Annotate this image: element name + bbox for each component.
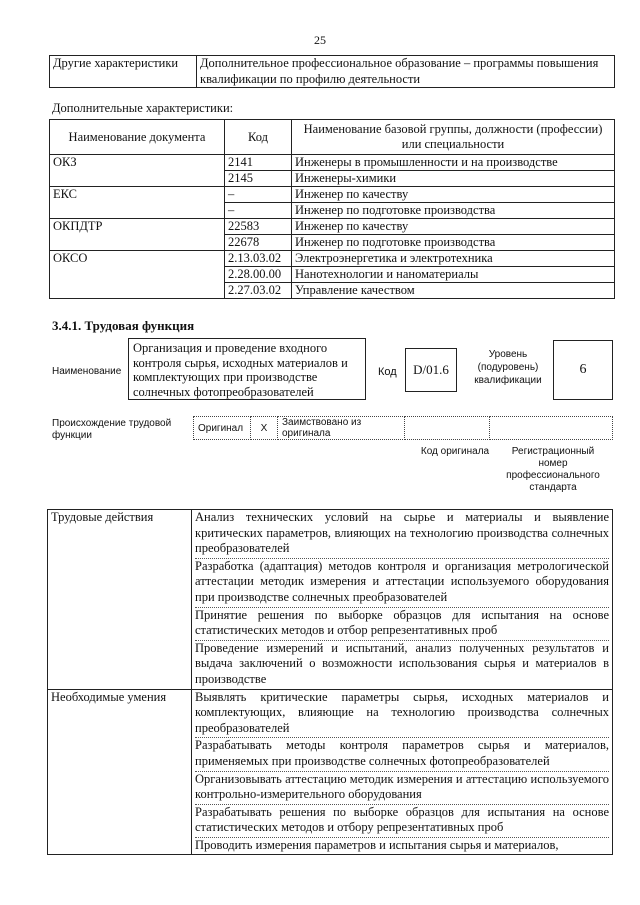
name-label: Наименование <box>52 366 122 377</box>
origin-borrowed: Заимствовано из оригинала <box>278 417 405 440</box>
code-cell: 22583 <box>225 219 292 235</box>
header-document: Наименование документа <box>50 120 225 155</box>
section-title: 3.4.1. Трудовая функция <box>52 318 195 333</box>
code-cell: 2.28.00.00 <box>225 267 292 283</box>
other-characteristics-value: Дополнительное профессиональное образование – программы повышения квалификации по профилю деятельности <box>197 56 615 88</box>
table-row <box>50 187 615 203</box>
origin-code-cell <box>405 417 490 440</box>
code-cell: 22678 <box>225 235 292 251</box>
group-name-cell: Инженеры в промышленности и на производстве <box>292 155 615 171</box>
header-code: Код <box>225 120 292 155</box>
code-cell: 2141 <box>225 155 292 171</box>
code-label: Код <box>378 366 397 378</box>
reg-number-label: Регистрационный номер профессионального стандарта <box>506 446 600 493</box>
skill-item: Разрабатывать методы контроля параметров сырья и материалов, применяемых при производстве солнечных фотопреобразователей <box>195 738 609 771</box>
doc-name-cell: ОКЗ <box>50 155 225 187</box>
origin-mark: X <box>251 417 278 440</box>
group-name-cell: Инженер по подготовке производства <box>292 235 615 251</box>
other-characteristics-label: Другие характеристики <box>50 56 197 88</box>
function-code: D/01.6 <box>405 348 457 392</box>
other-characteristics-table <box>49 55 615 88</box>
additional-title: Дополнительные характеристики: <box>52 101 234 115</box>
function-level: 6 <box>553 340 613 400</box>
group-name-cell: Инженер по подготовке производства <box>292 203 615 219</box>
group-name-cell: Нанотехнологии и наноматериалы <box>292 267 615 283</box>
doc-name-cell: ЕКС <box>50 187 225 219</box>
skills-label: Необходимые умения <box>48 689 192 855</box>
code-cell: – <box>225 203 292 219</box>
function-name: Организация и проведение входного контроля сырья, исходных материалов и комплектующих при производстве солнечных фотопреобразователей <box>128 338 366 400</box>
code-cell: 2.27.03.02 <box>225 283 292 299</box>
labor-action-item: Принятие решения по выборке образцов для испытания на основе статистических методов и отбор репрезентативных проб <box>195 608 609 641</box>
group-name-cell: Электроэнергетика и электротехника <box>292 251 615 267</box>
code-cell: 2145 <box>225 171 292 187</box>
skill-item: Организовывать аттестацию методик измерения и аттестацию используемого контрольно-измерительного оборудования <box>195 772 609 805</box>
origin-reg-cell <box>490 417 613 440</box>
group-name-cell: Управление качеством <box>292 283 615 299</box>
group-name-cell: Инженер по качеству <box>292 219 615 235</box>
origin-label: Происхождение трудовой функции <box>52 418 172 441</box>
origin-original: Оригинал <box>194 417 251 440</box>
doc-name-cell: ОКСО <box>50 251 225 299</box>
labor-action-item: Анализ технических условий на сырье и материалы и выявление критических параметров, влияющих на технологию производства солнечных преобразователей <box>195 510 609 559</box>
code-cell: 2.13.03.02 <box>225 251 292 267</box>
origin-row <box>193 416 613 440</box>
skills-row <box>48 689 613 855</box>
function-details-table <box>47 509 613 855</box>
doc-name-cell: ОКПДТР <box>50 219 225 251</box>
additional-characteristics-table <box>49 119 615 299</box>
code-original-label: Код оригинала <box>420 446 490 457</box>
skills-list <box>192 689 613 855</box>
labor-action-item: Проведение измерений и испытаний, анализ полученных результатов и выдача заключений о возможности использования сырья и материалов в производстве <box>195 640 609 686</box>
skill-item: Выявлять критические параметры сырья, исходных материалов и комплектующих, влияющие на технологию производства солнечных преобразователей <box>195 690 609 739</box>
labor-actions-label: Трудовые действия <box>48 510 192 690</box>
group-name-cell: Инженер по качеству <box>292 187 615 203</box>
code-cell: – <box>225 187 292 203</box>
page-number: 25 <box>314 33 326 47</box>
skill-item: Разрабатывать решения по выборке образцов для испытания на основе статистических методов и отбору репрезентативных проб <box>195 805 609 838</box>
table-row <box>50 155 615 171</box>
header-group: Наименование базовой группы, должности (профессии) или специальности <box>292 120 615 155</box>
labor-actions-row <box>48 510 613 690</box>
labor-actions-list <box>192 510 613 690</box>
labor-action-item: Разработка (адаптация) методов контроля и организация метрологической аттестации методик измерения и аттестации используемого оборудования при производстве солнечных преобразователей <box>195 559 609 608</box>
level-label: Уровень (подуровень) квалификации <box>474 349 542 386</box>
group-name-cell: Инженеры-химики <box>292 171 615 187</box>
table-row <box>50 219 615 235</box>
skill-item: Проводить измерения параметров и испытания сырья и материалов, <box>195 837 559 852</box>
table-row <box>50 251 615 267</box>
